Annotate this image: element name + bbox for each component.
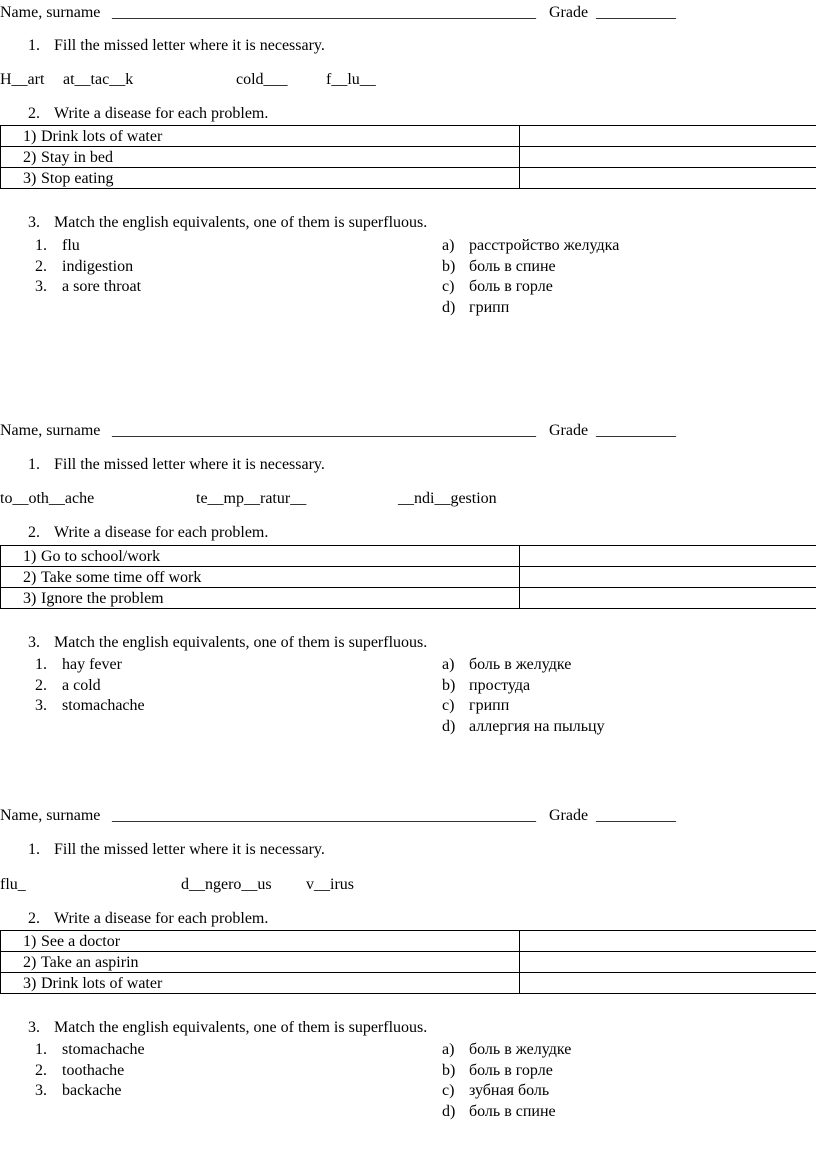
match-right-letter: b) (442, 258, 456, 275)
task1-title: Fill the missed letter where it is necessary. (54, 37, 325, 54)
grade-label: Grade (549, 4, 589, 21)
task2-title: Write a disease for each problem. (54, 910, 269, 927)
match-left-number: 3. (35, 278, 47, 295)
row-number: 3) (23, 589, 37, 607)
task1-word: te__mp__ratur__ (196, 490, 307, 507)
grade-label: Grade (549, 422, 589, 439)
match-right-letter: d) (442, 299, 456, 316)
match-right-letter: a) (442, 656, 455, 673)
task3-number: 3. (28, 634, 40, 651)
match-right-text: грипп (469, 299, 510, 316)
task1-title: Fill the missed letter where it is necessary. (54, 841, 325, 858)
table-row (1, 973, 816, 994)
grade-line[interactable]: __________ (596, 4, 676, 21)
match-right-text: боль в горле (469, 1062, 553, 1079)
name-line[interactable]: _____________________________________________________ (112, 807, 536, 824)
match-right-text: боль в спине (469, 258, 556, 275)
task3-number: 3. (28, 1019, 40, 1036)
problem-cell (1, 147, 520, 168)
match-right-letter: b) (442, 677, 456, 694)
task1-word: v__irus (306, 876, 354, 893)
problem-text: See a doctor (41, 932, 121, 950)
task1-word: f__lu__ (326, 71, 376, 88)
name-line[interactable]: _____________________________________________________ (112, 4, 536, 21)
match-right-text: боль в горле (469, 278, 553, 295)
name-label: Name, surname (0, 807, 101, 824)
match-left-text: a sore throat (62, 278, 142, 295)
problem-cell (1, 567, 520, 588)
match-left-number: 1. (35, 237, 47, 254)
match-right-letter: c) (442, 278, 455, 295)
match-left-text: stomachache (62, 1041, 145, 1058)
task1-word: flu_ (0, 876, 26, 893)
match-right-letter: c) (442, 697, 455, 714)
match-left-text: stomachache (62, 697, 145, 714)
answer-cell[interactable] (520, 567, 816, 588)
match-left-text: flu (62, 237, 80, 254)
problem-text: Go to school/work (41, 547, 161, 565)
match-left-number: 2. (35, 258, 47, 275)
match-left-number: 3. (35, 1082, 47, 1099)
task3-title: Match the english equivalents, one of them is superfluous. (54, 1019, 428, 1036)
match-right-letter: a) (442, 1041, 455, 1058)
row-number: 2) (23, 953, 37, 971)
task1-number: 1. (28, 841, 40, 858)
task2-table (0, 930, 816, 994)
table-row (1, 567, 816, 588)
match-left-text: backache (62, 1082, 122, 1099)
row-number: 1) (23, 547, 37, 565)
row-number: 1) (23, 932, 37, 950)
problem-text: Take an aspirin (41, 953, 139, 971)
row-number: 3) (23, 974, 37, 992)
table-row (1, 546, 816, 567)
table-row (1, 588, 816, 609)
answer-cell[interactable] (520, 546, 816, 567)
match-right-text: боль в спине (469, 1103, 556, 1120)
answer-cell[interactable] (520, 168, 816, 189)
table-row (1, 147, 816, 168)
task1-word: at__tac__k (63, 71, 134, 88)
answer-cell[interactable] (520, 931, 816, 952)
grade-line[interactable]: __________ (596, 807, 676, 824)
task1-number: 1. (28, 37, 40, 54)
table-row (1, 931, 816, 952)
problem-cell (1, 546, 520, 567)
match-left-text: hay fever (62, 656, 122, 673)
match-left-text: toothache (62, 1062, 125, 1079)
problem-text: Take some time off work (41, 568, 202, 586)
answer-cell[interactable] (520, 126, 816, 147)
row-number: 2) (23, 148, 37, 166)
task2-table (0, 125, 816, 189)
match-right-letter: c) (442, 1082, 455, 1099)
match-right-text: простуда (469, 677, 531, 694)
problem-text: Ignore the problem (41, 589, 164, 607)
answer-cell[interactable] (520, 588, 816, 609)
problem-cell (1, 931, 520, 952)
problem-text: Drink lots of water (41, 127, 163, 145)
match-left-number: 2. (35, 1062, 47, 1079)
name-label: Name, surname (0, 4, 101, 21)
match-right-text: аллергия на пыльцу (469, 718, 605, 735)
problem-text: Drink lots of water (41, 974, 163, 992)
match-left-number: 1. (35, 656, 47, 673)
problem-cell (1, 952, 520, 973)
task1-word: __ndi__gestion (398, 490, 497, 507)
table-row (1, 952, 816, 973)
problem-cell (1, 168, 520, 189)
name-label: Name, surname (0, 422, 101, 439)
answer-cell[interactable] (520, 952, 816, 973)
match-right-letter: b) (442, 1062, 456, 1079)
task2-number: 2. (28, 910, 40, 927)
row-number: 3) (23, 169, 37, 187)
match-left-text: a cold (62, 677, 101, 694)
task1-word: d__ngero__us (181, 876, 272, 893)
table-row (1, 168, 816, 189)
task2-table (0, 545, 816, 609)
match-right-text: боль в желудке (469, 1041, 572, 1058)
task1-word: H__art (0, 71, 45, 88)
match-right-text: зубная боль (469, 1082, 550, 1099)
match-left-text: indigestion (62, 258, 134, 275)
answer-cell[interactable] (520, 147, 816, 168)
task1-word: cold___ (236, 71, 288, 88)
match-right-text: расстройство желудка (469, 237, 620, 254)
task1-title: Fill the missed letter where it is necessary. (54, 456, 325, 473)
problem-cell (1, 973, 520, 994)
match-left-number: 3. (35, 697, 47, 714)
task2-title: Write a disease for each problem. (54, 524, 269, 541)
match-right-letter: a) (442, 237, 455, 254)
task1-number: 1. (28, 456, 40, 473)
match-left-number: 2. (35, 677, 47, 694)
task2-number: 2. (28, 105, 40, 122)
problem-cell (1, 126, 520, 147)
task3-title: Match the english equivalents, one of them is superfluous. (54, 634, 428, 651)
match-right-text: грипп (469, 697, 510, 714)
table-row (1, 126, 816, 147)
task3-title: Match the english equivalents, one of them is superfluous. (54, 214, 428, 231)
problem-text: Stop eating (41, 169, 114, 187)
match-left-number: 1. (35, 1041, 47, 1058)
name-line[interactable]: _____________________________________________________ (112, 422, 536, 439)
task3-number: 3. (28, 214, 40, 231)
task2-number: 2. (28, 524, 40, 541)
task2-title: Write a disease for each problem. (54, 105, 269, 122)
grade-label: Grade (549, 807, 589, 824)
match-right-letter: d) (442, 718, 456, 735)
problem-text: Stay in bed (41, 148, 113, 166)
answer-cell[interactable] (520, 973, 816, 994)
problem-cell (1, 588, 520, 609)
match-right-letter: d) (442, 1103, 456, 1120)
match-right-text: боль в желудке (469, 656, 572, 673)
row-number: 1) (23, 127, 37, 145)
grade-line[interactable]: __________ (596, 422, 676, 439)
row-number: 2) (23, 568, 37, 586)
task1-word: to__oth__ache (0, 490, 95, 507)
